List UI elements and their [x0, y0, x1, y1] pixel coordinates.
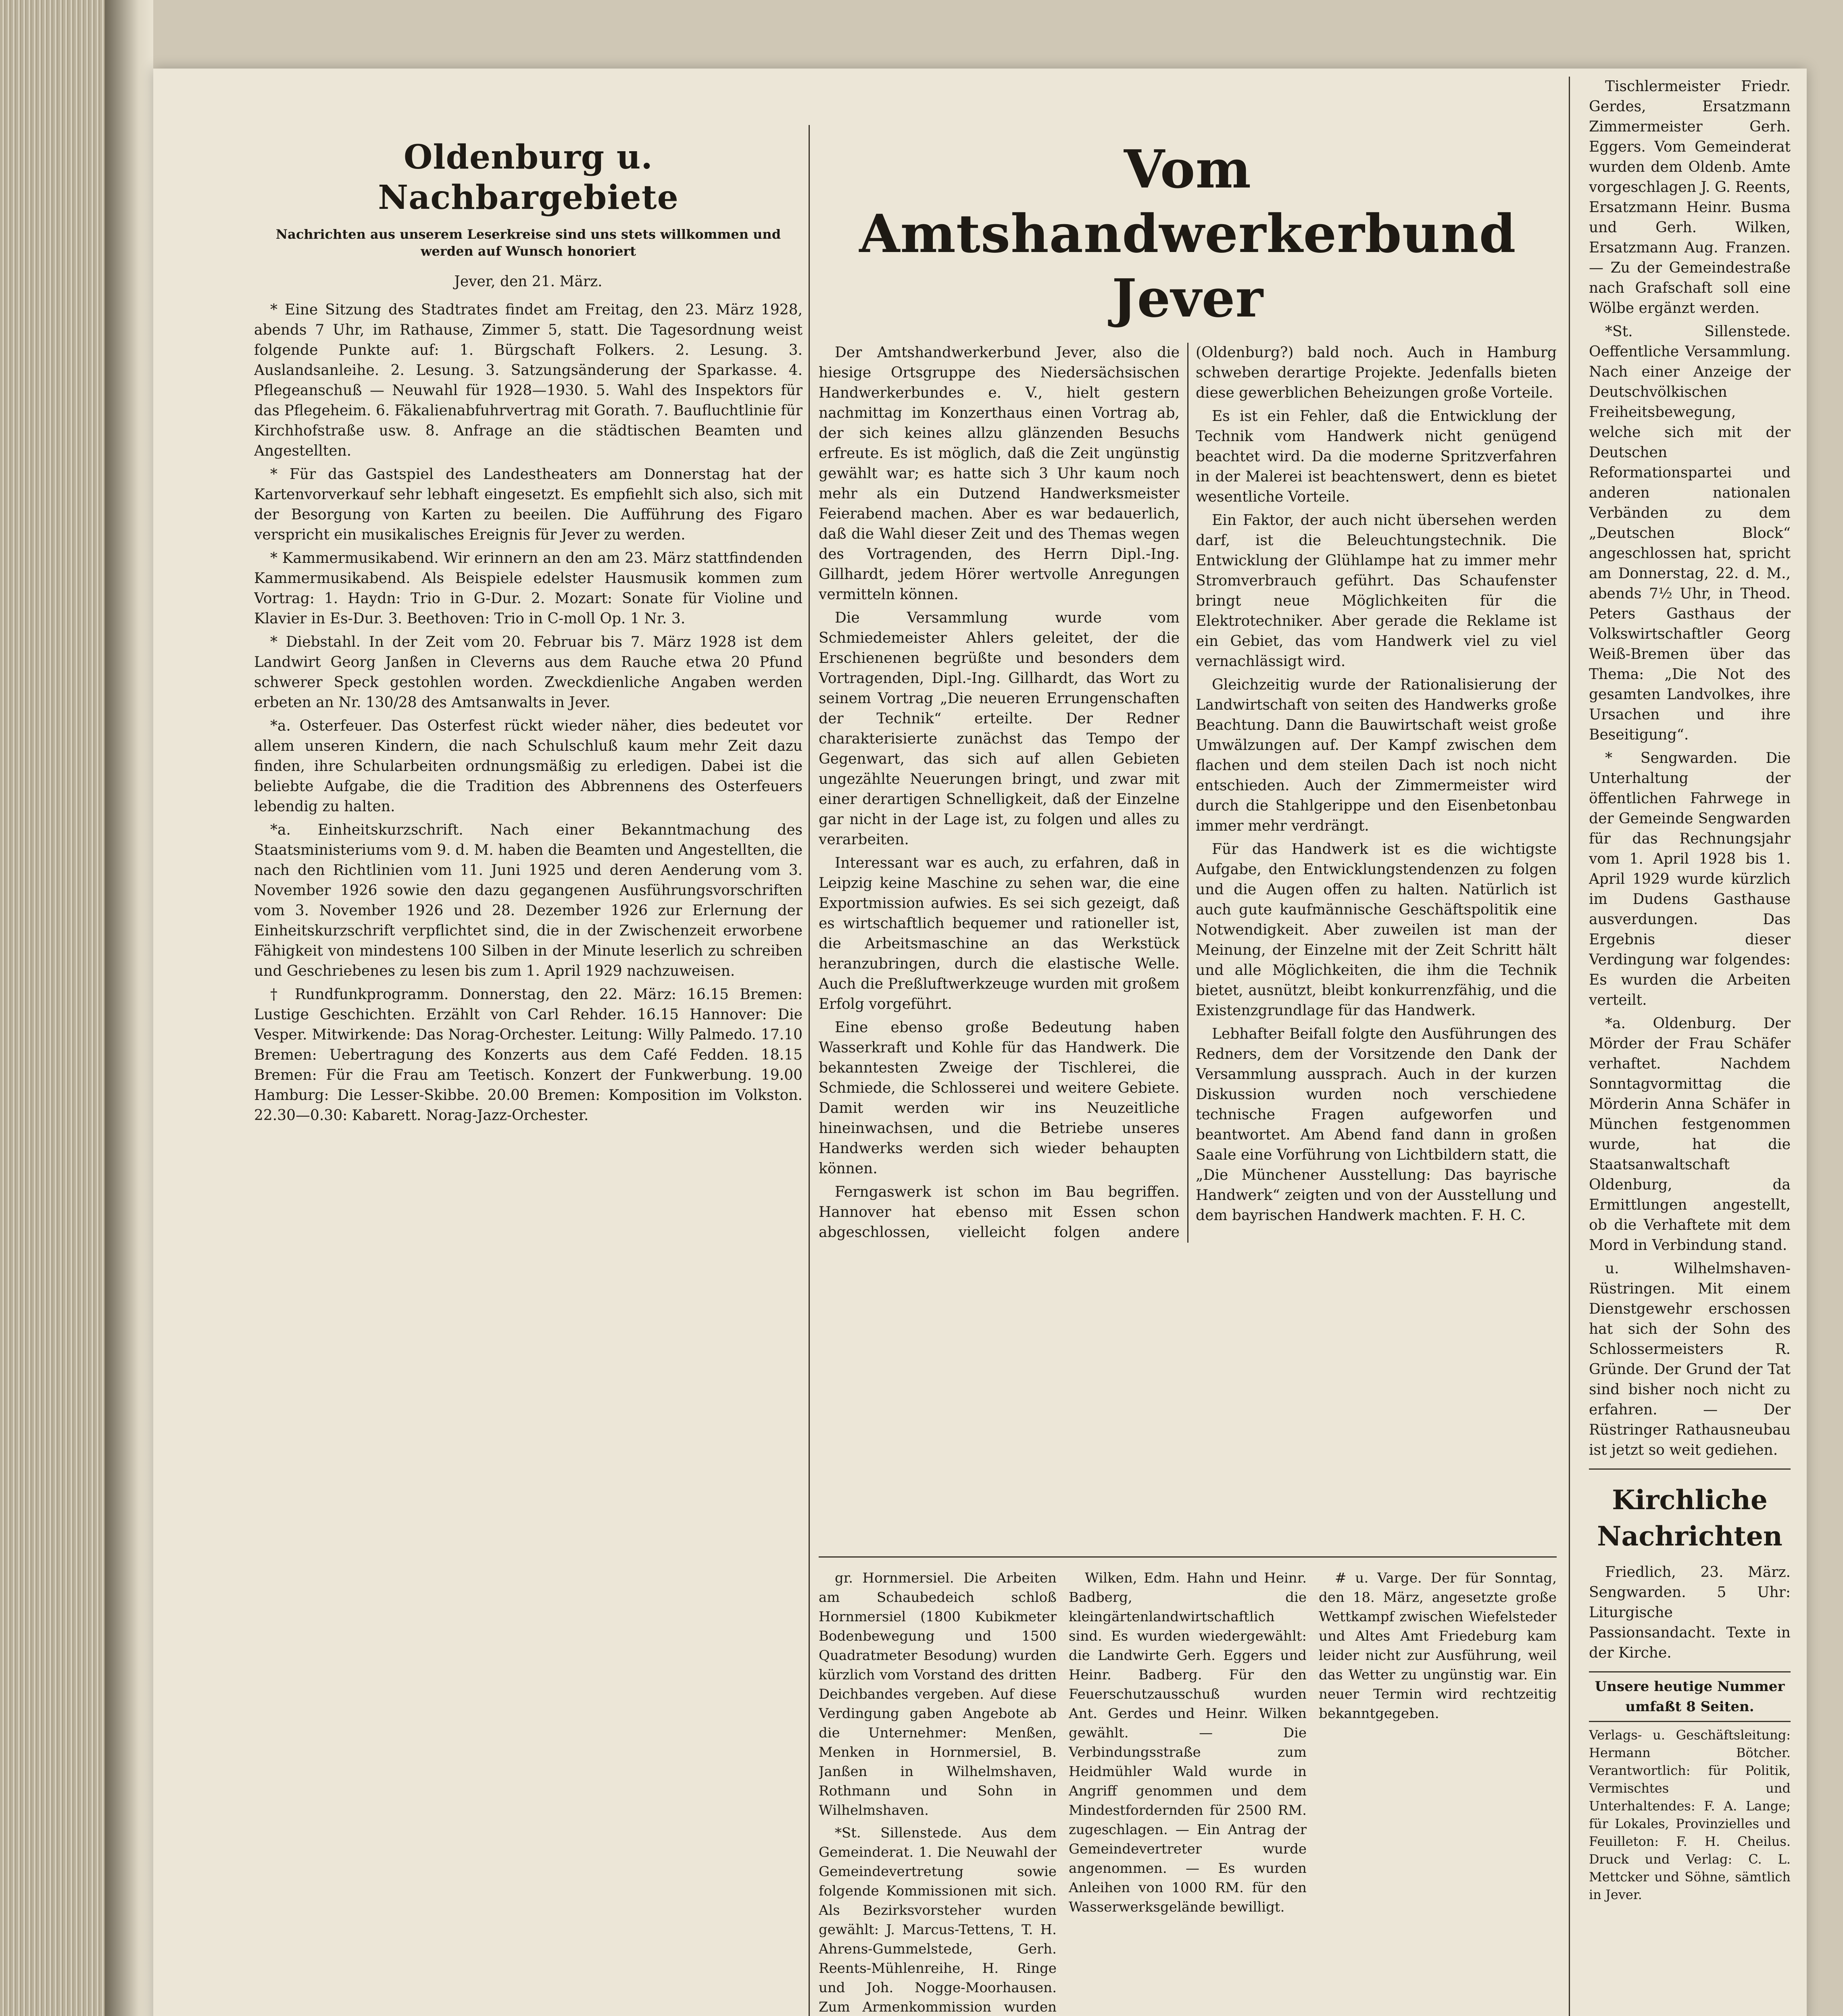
- newspaper-page: [153, 69, 1807, 2016]
- main-article: [819, 125, 1557, 1548]
- article-paragraph: Interessant war es auch, zu erfahren, daß in Leipzig keine Maschine zu sehen war, die eine Exportmission aufwies. Es sei sich gezeigt, daß es wirtschaftlich bequemer und rationeller ist, die Arbeitsmaschine an das Werkstück heranzubringen, durch die elastische Welle. Auch die Preßluftwerkzeuge wurden mit großem Erfolg vorgeführt.: [819, 855, 1180, 1012]
- news-item: * Kammermusikabend. Wir erinnern an den am 23. März stattfindenden Kammermusikabend. Als Beispiele edelster Hausmusik kommen zum Vortrag: 1. Haydn: Trio in G-Dur. 2. Mozart: Sonate für Violine und Klavier in Es-Dur. 3. Beethoven: Trio in C-moll Op. 1 Nr. 3.: [254, 550, 803, 627]
- issue-page-count-notice: Unsere heutige Nummer umfaßt 8 Seiten.: [1595, 1679, 1785, 1715]
- left-column-heading: Oldenburg u. Nachbargebiete: [378, 138, 679, 217]
- news-item: Tischlermeister Friedr. Gerdes, Ersatzmann Zimmermeister Gerh. Eggers. Vom Gemeinderat wurden dem Oldenb. Amte vorgeschlagen J. G. Reents, Ersatzmann Heinr. Busma und Gerh. Wilken, Ersatzmann Aug. Franzen. — Zu der Gemeindestraße nach Grafschaft soll eine Wölbe ergänzt werden.: [1589, 78, 1791, 317]
- article-paragraph: Gleichzeitig wurde der Rationalisierung der Landwirtschaft von seiten des Handwerks große Beachtung. Dann die Bauwirtschaft weist große Umwälzungen auf. Der Kampf zwischen dem flachen und dem steilen Dach ist noch nicht entschieden. Auch der Zimmermeister wird durch die Stahlgerippe und den Eisenbetonbau immer mehr verdrängt.: [1196, 677, 1557, 834]
- column-rule: [809, 125, 810, 2016]
- news-item: * Für das Gastspiel des Landestheaters am Donnerstag hat der Kartenvorverkauf sehr lebhaft eingesetzt. Es empfiehlt sich also, sich mit der Besorgung von Karten zu beeilen. Die Aufführung des Figaro verspricht ein musikalisches Ereignis für Jever zu werden.: [254, 466, 803, 543]
- article-paragraph: Es ist ein Fehler, daß die Entwicklung der Technik vom Handwerk nicht genügend beachtet wird. Da die moderne Spritzverfahren in der Malerei ist beachtenswert, denn es bietet wesentliche Vorteile.: [1196, 408, 1557, 505]
- news-item: u. Wilhelmshaven-Rüstringen. Mit einem Dienstgewehr erschossen hat sich der Sohn des Schlossermeisters R. Gründe. Der Grund der Tat sind bisher noch nicht zu erfahren. — Der Rüstringer Rathausneubau ist jetzt so weit gediehen.: [1589, 1260, 1791, 1458]
- news-item: *St. Sillenstede. Oeffentliche Versammlung. Nach einer Anzeige der Deutschvölkischen Freiheitsbewegung, welche sich mit der Deutschen Reformationspartei und anderen nationalen Verbänden zu dem „Deutschen Block“ angeschlossen hat, spricht am Donnerstag, 22. d. M., abends 7½ Uhr, in Theod. Peters Gasthaus der Volkswirtschaftler Georg Weiß-Bremen über das Thema: „Die Not des gesamten Landvolkes, ihre Ursachen und ihre Beseitigung“.: [1589, 323, 1791, 743]
- article-paragraph: Ein Faktor, der auch nicht übersehen werden darf, ist die Beleuchtungstechnik. Die Entwicklung der Glühlampe hat zu immer mehr Stromverbrauch geführt. Das Schaufenster bringt neue Möglichkeiten für die Elektrotechniker. Aber gerade die Reklame ist ein Gebiet, das vom Handwerk viel zu viel vernachlässigt wird.: [1196, 512, 1557, 670]
- article-paragraph: Der Amtshandwerkerbund Jever, also die hiesige Ortsgruppe des Niedersächsischen Handwerkerbundes e. V., hielt gestern nachmittag im Konzerthaus einen Vortrag ab, der sich keines allzu glänzenden Besuchs erfreute. Es ist möglich, daß die Zeit ungünstig gewählt war; es hatte sich 3 Uhr kaum noch mehr als ein Dutzend Handwerksmeister Feierabend machen. Aber es war bedauerlich, daß die Wahl dieser Zeit und des Themas wegen des Vortragenden, des Herrn Dipl.-Ing. Gillhardt, jedem Hörer wertvolle Anregungen vermitteln können.: [819, 344, 1180, 603]
- news-item: *a. Osterfeuer. Das Osterfest rückt wieder näher, dies bedeutet vor allem unseren Kindern, die nach Schulschluß kaum mehr Zeit dazu finden, ihre Schularbeiten ordnungsmäßig zu erledigen. Dabei ist die beliebte Aufgabe, die die Tradition des Abbrennens des Osterfeuers lebendig zu halten.: [254, 718, 803, 815]
- article-paragraph: Ferngaswerk ist schon im Bau begriffen. Hannover hat ebenso mit Essen schon abgeschlossen, vielleicht folgen andere (Oldenburg?) bald noch. Auch in Hamburg schweben derartige Projekte. Jedenfalls bieten diese gewerblichen Beheizungen große Vorteile.: [819, 344, 1557, 1241]
- lower-column-2: [1069, 1568, 1307, 1920]
- church-notice-entry: Friedlich, 23. März. Sengwarden. 5 Uhr: Liturgische Passionsandacht. Texte in der Kirche.: [1589, 1564, 1791, 1661]
- lower-column-3: [1319, 1568, 1557, 1727]
- column-rule: [1569, 77, 1570, 2016]
- left-column: [254, 125, 803, 2016]
- left-column-subheading: Nachrichten aus unserem Leserkreise sind uns stets willkommen und werden auf Wunsch honoriert: [275, 227, 781, 259]
- right-column: [1589, 77, 1791, 2016]
- news-item: gr. Hornmersiel. Die Arbeiten am Schaubedeich schloß Hornmersiel (1800 Kubikmeter Bodenbewegung und 1500 Quadratmeter Besodung) wurden kürzlich vom Vorstand des dritten Deichbandes vergeben. Auf diese Verdingung gaben Angebote ab die Unternehmer: Menßen, Menken in Hornmersiel, B. Janßen in Wilhelmshaven, Rothmann und Sohn in Wilhelmshaven.: [819, 1570, 1057, 1818]
- lower-news-section: [819, 1568, 1557, 2016]
- article-paragraph: Für das Handwerk ist es die wichtigste Aufgabe, den Entwicklungstendenzen zu folgen und die Augen offen zu halten. Natürlich ist auch gute kaufmännische Geschäftspolitik eine Notwendigkeit. Aber zuweilen ist man der Meinung, der Einzelne mit der Zeit Schritt hält und alle Möglichkeiten, die ihm die Technik bietet, ausnützt, bleibt konkurrenzfähig, und die Existenzgrundlage für das Handwerk.: [1196, 841, 1557, 1019]
- main-article-heading: Vom Amtshandwerkerbund Jever: [859, 138, 1516, 329]
- article-paragraph: Lebhafter Beifall folgte den Ausführungen des Redners, dem der Vorsitzende den Dank der Versammlung aussprach. Auch in der kurzen Diskussion wurden noch verschiedene technische Fragen aufgeworfen und beantwortet. Am Abend fand dann in großen Saale eine Vorführung von Lichtbildern statt, die „Die Münchener Ausstellung: Das bayrische Handwerk“ zeigten und von der Ausstellung und dem bayrischen Handwerk machten. F. H. C.: [1196, 1026, 1557, 1224]
- news-item: *a. Oldenburg. Der Mörder der Frau Schäfer verhaftet. Nachdem Sonntagvormittag die Mörderin Anna Schäfer in München festgenommen wurde, hat die Staatsanwaltschaft Oldenburg, da Ermittlungen angestellt, ob die Verhaftete mit dem Mord in Verbindung stand.: [1589, 1015, 1791, 1254]
- news-item: # u. Varge. Der für Sonntag, den 18. März, angesetzte große Wettkampf zwischen Wiefelsteder und Altes Amt Friedeburg kam leider nicht zur Ausführung, weil das Wetter zu ungünstig war. Ein neuer Termin wird rechtzeitig bekanntgegeben.: [1319, 1570, 1557, 1722]
- section-divider: [819, 1556, 1557, 1558]
- lower-column-1: [819, 1568, 1057, 2016]
- article-paragraph: Die Versammlung wurde vom Schmiedemeister Ahlers geleitet, der die Erschienenen begrüßte und besonders dem Vortragenden, Dipl.-Ing. Gillhardt, das Wort zu seinem Vortrag „Die neueren Errungenschaften der Technik“ erteilte. Der Redner charakterisierte zunächst das Tempo der Gegenwart, das sich auf allen Gebieten ungezählte Neuerungen bringt, und zwar mit einer derartigen Schnelligkeit, daß der Einzelne gar nicht in der Lage ist, zu folgen und alles zu verarbeiten.: [819, 610, 1180, 848]
- article-paragraph: Eine ebenso große Bedeutung haben Wasserkraft und Kohle für das Handwerk. Die bekanntesten Zweige der Tischlerei, die Schmiede, die Schlosserei und weitere Gebiete. Damit werden wir ins Neuzeitliche hineinwachsen, und die Betriebe unseres Handwerks werden sich wieder behaupten können.: [819, 1019, 1180, 1177]
- news-item: *St. Sillenstede. Aus dem Gemeinderat. 1. Die Neuwahl der Gemeindevertretung sowie folgende Kommissionen mit sich. Als Bezirksvorsteher wurden gewählt: J. Marcus-Tettens, T. H. Ahrens-Gummelstede, Gerh. Reents-Mühlenreihe, H. Ringe und Joh. Nogge-Moorhausen. Zum Armenkommission wurden: [819, 1825, 1057, 2015]
- news-item: † Rundfunkprogramm. Donnerstag, den 22. März: 16.15 Bremen: Lustige Geschichten. Erzählt von Carl Rehder. 16.15 Hannover: Die Vesper. Mitwirkende: Das Norag-Orchester. Leitung: Willy Palmedo. 17.10 Bremen: Uebertragung des Konzerts aus dem Café Fedden. 18.15 Bremen: Für die Frau am Teetisch. Konzert der Funkwerbung. 19.00 Hamburg: Die Lesser-Skibbe. 20.00 Bremen: Komposition im Volkston. 22.30—0.30: Kabarett. Norag-Jazz-Orchester.: [254, 986, 803, 1124]
- imprint: Verlags- u. Geschäftsleitung: Hermann Bötcher. Verantwortlich: für Politik, Vermischtes und Unterhaltendes: F. A. Lange; für Lokales, Provinzielles und Feuilleton: F. H. Cheilus. Druck und Verlag: C. L. Mettcker und Söhne, sämtlich in Jever.: [1589, 1727, 1791, 1902]
- news-item: *a. Einheitskurzschrift. Nach einer Bekanntmachung des Staatsministeriums vom 9. d. M. haben die Beamten und Angestellten, die nach den Richtlinien vom 11. Juni 1925 und deren Aenderung vom 3. November 1926 sowie den dazu gegangenen Ausführungsvorschriften vom 3. November 1926 und 28. Dezember 1926 zur Erlernung der Einheitskurzschrift verpflichtet sind, die in der Zwischenzeit erworbene Fähigkeit von mindestens 100 Silben in der Minute leserlich zu schreiben und Geschriebenes zu lesen bis zum 1. April 1929 nachzuweisen.: [254, 822, 803, 979]
- book-page-edges: [0, 0, 105, 2016]
- news-item: * Eine Sitzung des Stadtrates findet am Freitag, den 23. März 1928, abends 7 Uhr, im Rathause, Zimmer 5, statt. Die Tagesordnung weist folgende Punkte auf: 1. Bürgschaft Folkers. 2. Lesung. 3. Auslandsanleihe. 2. Lesung. 3. Satzungsänderung der Sparkasse. 4. Pflegeanschuß — Neuwahl für 1928—1930. 5. Wahl des Inspektors für das Pflegeheim. 6. Fäkalienabfuhrvertrag mit Gorath. 7. Baufluchtlinie für Kirchhofstraße usw. 8. Anfrage an die städtischen Beamten und Angestellten.: [254, 302, 803, 459]
- book-spine: [105, 0, 153, 2016]
- church-notices-title: Kirchliche Nachrichten: [1597, 1484, 1783, 1552]
- news-item: Wilken, Edm. Hahn und Heinr. Badberg, die kleingärtenlandwirtschaftlich sind. Es wurden wiedergewählt: die Landwirte Gerh. Eggers und Heinr. Badberg. Für den Feuerschutzausschuß wurden Ant. Gerdes und Heinr. Wilken gewählt. — Die Verbindungsstraße zum Heidmühler Wald wurde in Angriff genommen und dem Mindestfordernden für 2500 RM. zugeschlagen. — Ein Antrag der Gemeindevertreter wurde angenommen. — Es wurden Anleihen von 1000 RM. für den Wasserwerksgelände bewilligt.: [1069, 1570, 1307, 1915]
- news-item: * Diebstahl. In der Zeit vom 20. Februar bis 7. März 1928 ist dem Landwirt Georg Janßen in Cleverns aus dem Rauche etwa 20 Pfund schwerer Speck gestohlen worden. Zweckdienliche Angaben werden erbeten an Nr. 130/28 des Amtsanwalts in Jever.: [254, 634, 803, 711]
- news-item: * Sengwarden. Die Unterhaltung der öffentlichen Fahrwege in der Gemeinde Sengwarden für das Rechnungsjahr vom 1. April 1928 bis 1. April 1929 wurde kürzlich im Dudens Gasthause ausverdungen. Das Ergebnis dieser Verdingung war folgendes: Es wurden die Arbeiten verteilt.: [1589, 750, 1791, 1008]
- dateline: Jever, den 21. März.: [454, 273, 603, 290]
